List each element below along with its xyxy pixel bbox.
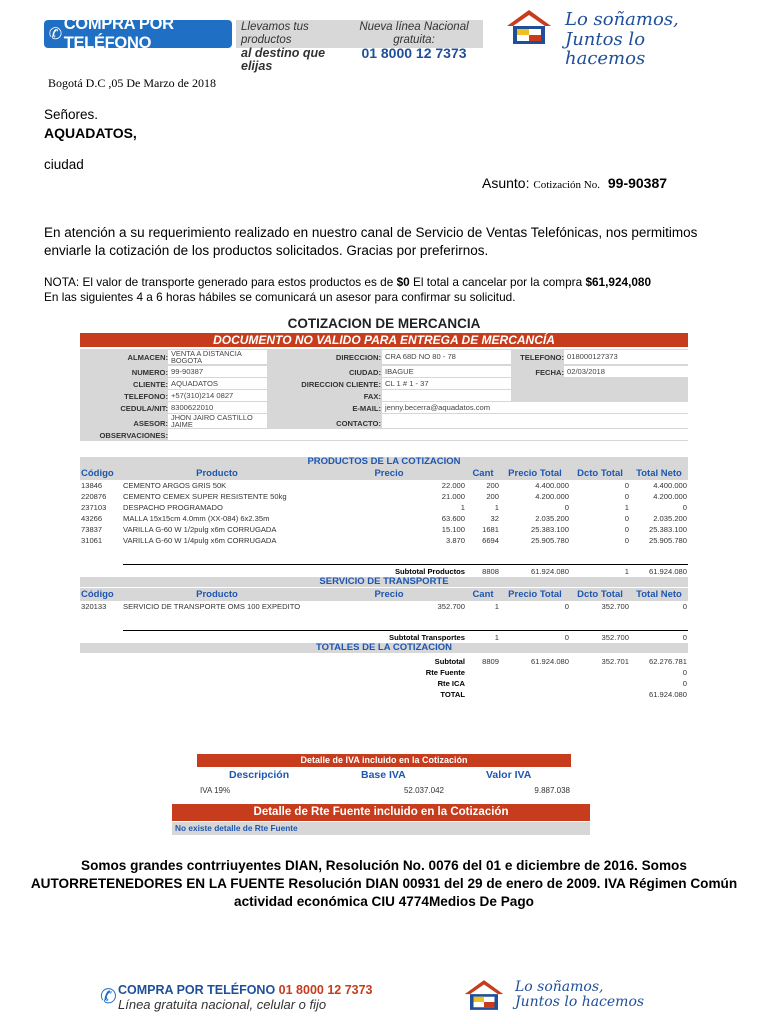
subject-label: Asunto: (482, 175, 530, 191)
product-cell: 3.870 (445, 536, 465, 545)
product-cell: 4.400.000 (653, 481, 687, 490)
iva-row-valor: 9.887.038 (534, 786, 570, 795)
col-dcto-total: Dcto Total (577, 468, 623, 479)
fecha-label: FECHA: (535, 368, 564, 377)
product-cell: 22.000 (441, 481, 465, 490)
transport-row (80, 601, 688, 612)
tcol-precio: Precio (374, 589, 404, 600)
observaciones-value (168, 429, 689, 440)
quote-info-grid (80, 349, 688, 441)
footer-logo-line2: Juntos lo hacemos (515, 994, 645, 1010)
numero-label: NUMERO: (131, 368, 168, 377)
product-cell: 73837 (81, 525, 103, 534)
hotline-tag (345, 20, 483, 61)
cliente-label: CLIENTE: (132, 380, 168, 389)
iva-row-base: 52.037.042 (403, 786, 444, 795)
subtotal-products-dcto: 1 (624, 567, 629, 576)
totals-subtotal-label: Subtotal (434, 657, 465, 666)
product-cell: 1681 (482, 525, 499, 534)
product-cell: 13846 (81, 481, 103, 490)
cedula-label: CEDULA/NIT: (120, 404, 168, 413)
iva-col-valor: Valor IVA (486, 769, 532, 781)
transport-table (80, 588, 688, 612)
products-header-row (80, 467, 688, 480)
subtotal-products-neto: 61.924.080 (648, 567, 687, 576)
almacen-value: VENTA A DISTANCIA BOGOTA (168, 350, 267, 364)
footer-phone-label: COMPRA POR TELÉFONO (118, 983, 276, 997)
tcol-producto: Producto (196, 589, 238, 600)
tcol-cant: Cant (472, 589, 494, 600)
note-line2: En las siguientes 4 a 6 horas hábiles se comunicará un asesor para confirmar su solicitud. (44, 290, 516, 304)
product-cell: 4.400.000 (535, 481, 569, 490)
product-cell: 4.200.000 (535, 492, 569, 501)
contacto-value (382, 414, 689, 428)
product-cell: 43266 (81, 514, 103, 523)
col-precio: Precio (374, 468, 404, 479)
totals-total-label: TOTAL (440, 690, 465, 699)
direccion-cliente-label: DIRECCION CLIENTE: (301, 380, 381, 389)
asesor-label: ASESOR: (133, 419, 168, 428)
products-subtotal-rule (123, 564, 688, 565)
totals-subtotal-precio: 61.924.080 (530, 657, 569, 666)
products-table (80, 467, 688, 546)
observaciones-label: OBSERVACIONES: (99, 431, 168, 440)
product-cell: 200 (486, 492, 499, 501)
product-cell: 0 (624, 525, 629, 534)
brand-logo (503, 4, 715, 69)
col-cant: Cant (472, 468, 494, 479)
footer-phone-number: 01 8000 12 7373 (278, 983, 373, 997)
iva-row-descripcion: IVA 19% (200, 786, 231, 795)
phone-icon: ✆ (48, 26, 62, 43)
subtotal-transport-neto: 0 (682, 633, 687, 642)
delivery-tag-line2: al destino que elijas (241, 46, 326, 73)
almacen-label: ALMACEN: (127, 353, 168, 362)
product-cell: 0 (624, 536, 629, 545)
tax-statement: Somos grandes contrriuyentes DIAN, Resolución No. 0076 del 01 e diciembre de 2016. Somos AUTORRETENEDORES EN LA FUENTE Resolución DIAN 00931 del 29 de enero de 2009. IVA Régimen Común actividad económica CIU 4774Medios De Pago (30, 858, 738, 909)
transport-cell: 1 (494, 602, 499, 611)
col-precio-total: Precio Total (508, 468, 562, 479)
note-mid: El total a cancelar por la compra (409, 275, 586, 289)
ciudad-label: CIUDAD: (348, 368, 381, 377)
rte-section-title: Detalle de Rte Fuente incluido en la Cotización (172, 804, 590, 821)
totals-rte-fuente-label: Rte Fuente (425, 668, 465, 677)
transport-section-title: SERVICIO DE TRANSPORTE (80, 577, 688, 587)
fax-value (382, 390, 511, 401)
product-cell: 2.035.200 (535, 514, 569, 523)
product-cell: 25.905.780 (648, 536, 687, 545)
product-cell: 21.000 (441, 492, 465, 501)
product-row (80, 491, 688, 502)
ciudad-value: IBAGUE (382, 366, 511, 377)
totals-subtotal-cant: 8809 (482, 657, 499, 666)
product-cell: 0 (624, 492, 629, 501)
direccion-cliente-value: CL 1 # 1 - 37 (382, 378, 511, 389)
product-cell: 31061 (81, 536, 103, 545)
note-total-value: $61,924,080 (585, 275, 652, 289)
col-total-neto: Total Neto (636, 468, 682, 479)
totals-rte-ica-value: 0 (682, 679, 687, 688)
product-cell: 0 (682, 503, 687, 512)
product-cell: CEMENTO ARGOS GRIS 50K (123, 481, 227, 490)
hotline-tag-line1: Nueva línea Nacional gratuita: (359, 21, 469, 46)
totals-rte-fuente-value: 0 (682, 668, 687, 677)
direccion-label: DIRECCION: (335, 353, 381, 362)
subject-line (482, 175, 667, 191)
transport-subtotal-rule (123, 630, 688, 631)
products-section-title: PRODUCTOS DE LA COTIZACION (80, 457, 688, 467)
note-transport-value: $0 (396, 275, 410, 289)
transport-header-row (80, 588, 688, 601)
quote-number: 99-90387 (607, 175, 668, 191)
product-cell: DESPACHO PROGRAMADO (123, 503, 223, 512)
logo-line1: Lo soñamos, (565, 9, 679, 30)
phone-order-banner (44, 15, 232, 52)
product-row (80, 513, 688, 524)
product-cell: 63.600 (441, 514, 465, 523)
cliente-telefono-label: TELEFONO: (124, 392, 168, 401)
cliente-value: AQUADATOS (168, 378, 267, 389)
product-cell: 1 (460, 503, 465, 512)
subtotal-products-cant: 8808 (482, 567, 499, 576)
subtotal-transport-precio: 0 (564, 633, 569, 642)
email-label: E-MAIL: (352, 404, 381, 413)
totals-total-value: 61.924.080 (648, 690, 687, 699)
transport-body (80, 601, 688, 612)
product-row (80, 480, 688, 491)
transport-cell: 0 (564, 602, 569, 611)
transport-cell: 320133 (81, 602, 107, 611)
subtotal-transport-dcto: 352.700 (601, 633, 629, 642)
product-cell: VARILLA G-60 W 1/2pulg x6m CORRUGADA (123, 525, 277, 534)
product-cell: 15.100 (441, 525, 465, 534)
logo-line2: Juntos lo hacemos (565, 29, 646, 69)
totals-table (80, 656, 688, 700)
product-cell: 1 (624, 503, 629, 512)
product-cell: 32 (490, 514, 499, 523)
product-cell: MALLA 15x15cm 4.0mm (XX-084) 6x2.35m (123, 514, 270, 523)
product-cell: 0 (564, 503, 569, 512)
fecha-value: 02/03/2018 (564, 366, 689, 377)
subtotal-transport-cant: 1 (494, 633, 499, 642)
tcol-total-neto: Total Neto (636, 589, 682, 600)
salutation: Señores. (44, 107, 99, 122)
iva-col-base: Base IVA (361, 769, 406, 781)
subject-type: Cotización No. (533, 179, 600, 191)
product-cell: 237103 (81, 503, 107, 512)
transport-note (44, 275, 734, 305)
product-cell: 25.383.100 (648, 525, 687, 534)
delivery-tag (236, 20, 348, 73)
product-cell: 25.905.780 (530, 536, 569, 545)
numero-value: 99-90387 (168, 366, 267, 377)
delivery-tag-line1: Llevamos tus productos (241, 21, 309, 46)
transport-cell: 352.700 (437, 602, 465, 611)
telefono-label: TELEFONO: (520, 353, 564, 362)
not-valid-banner: DOCUMENTO NO VALIDO PARA ENTREGA DE MERCANCÍA (80, 333, 688, 347)
product-cell: 0 (624, 514, 629, 523)
tcol-precio-total: Precio Total (508, 589, 562, 600)
iva-col-descripcion: Descripción (229, 769, 290, 781)
asesor-value: JHON JAIRO CASTILLO JAIME (168, 414, 267, 428)
totals-rte-ica-label: Rte ICA (437, 679, 465, 688)
direccion-value: CRA 68D NO 80 - 78 (382, 350, 511, 364)
subtotal-products-precio: 61.924.080 (530, 567, 569, 576)
tcol-dcto-total: Dcto Total (577, 589, 623, 600)
totals-subtotal-neto: 62.276.781 (648, 657, 687, 666)
products-body (80, 480, 688, 546)
note-prefix: NOTA: El valor de transporte generado para estos productos es de (44, 275, 397, 289)
rte-empty-message: No existe detalle de Rte Fuente (172, 822, 590, 835)
recipient-city: ciudad (44, 157, 84, 172)
product-cell: 6694 (482, 536, 499, 545)
phone-order-label: COMPRA POR TELÉFONO (63, 15, 174, 52)
product-cell: VARILLA G-60 W 1/4pulg x6m CORRUGADA (123, 536, 277, 545)
transport-cell: 352.700 (601, 602, 629, 611)
fax-label: FAX: (363, 392, 381, 401)
product-cell: CEMENTO CEMEX SUPER RESISTENTE 50kg (123, 492, 287, 501)
cedula-value: 8300622010 (168, 402, 267, 413)
house-icon (505, 8, 553, 46)
letter-date: Bogotá D.C ,05 De Marzo de 2018 (48, 76, 216, 90)
footer-house-icon (463, 978, 505, 1017)
product-cell: 200 (486, 481, 499, 490)
product-cell: 25.383.100 (530, 525, 569, 534)
footer-phone-icon: ✆ (100, 986, 117, 1008)
product-cell: 0 (624, 481, 629, 490)
totals-section-title: TOTALES DE LA COTIZACION (80, 643, 688, 653)
email-value: jenny.becerra@aquadatos.com (382, 402, 689, 413)
col-producto: Producto (196, 468, 238, 479)
intro-paragraph: En atención a su requerimiento realizado en nuestro canal de Servicio de Ventas Telefónicas, nos permitimos enviarle la cotización de los productos solicitados. Gracias por preferirnos. (44, 225, 698, 258)
subtotal-products-label: Subtotal Productos (394, 567, 465, 576)
cliente-telefono-value: +57(310)214 0827 (168, 390, 267, 401)
product-row (80, 502, 688, 513)
hotline-number: 01 8000 12 7373 (361, 45, 467, 61)
quote-title: COTIZACION DE MERCANCIA (287, 316, 481, 331)
product-cell: 4.200.000 (653, 492, 687, 501)
transport-cell: SERVICIO DE TRANSPORTE OMS 100 EXPEDITO (123, 602, 301, 611)
footer-logo-line1: Lo soñamos, (515, 979, 604, 995)
product-cell: 2.035.200 (653, 514, 687, 523)
col-codigo: Código (81, 468, 114, 479)
product-cell: 220876 (81, 492, 107, 501)
recipient-company: AQUADATOS, (44, 125, 137, 141)
product-row (80, 535, 688, 546)
footer-brand-logo (463, 972, 663, 1016)
footer-phone-subtitle: Línea gratuita nacional, celular o fijo (118, 997, 327, 1012)
product-row (80, 524, 688, 535)
iva-section-title: Detalle de IVA incluido en la Cotización (197, 754, 571, 767)
tcol-codigo: Código (81, 589, 114, 600)
contacto-label: CONTACTO: (336, 419, 381, 428)
subtotal-transport-label: Subtotal Transportes (389, 633, 465, 642)
transport-cell: 0 (682, 602, 687, 611)
totals-subtotal-dcto: 352.701 (601, 657, 629, 666)
product-cell: 1 (494, 503, 499, 512)
telefono-value: 018000127373 (564, 350, 689, 364)
